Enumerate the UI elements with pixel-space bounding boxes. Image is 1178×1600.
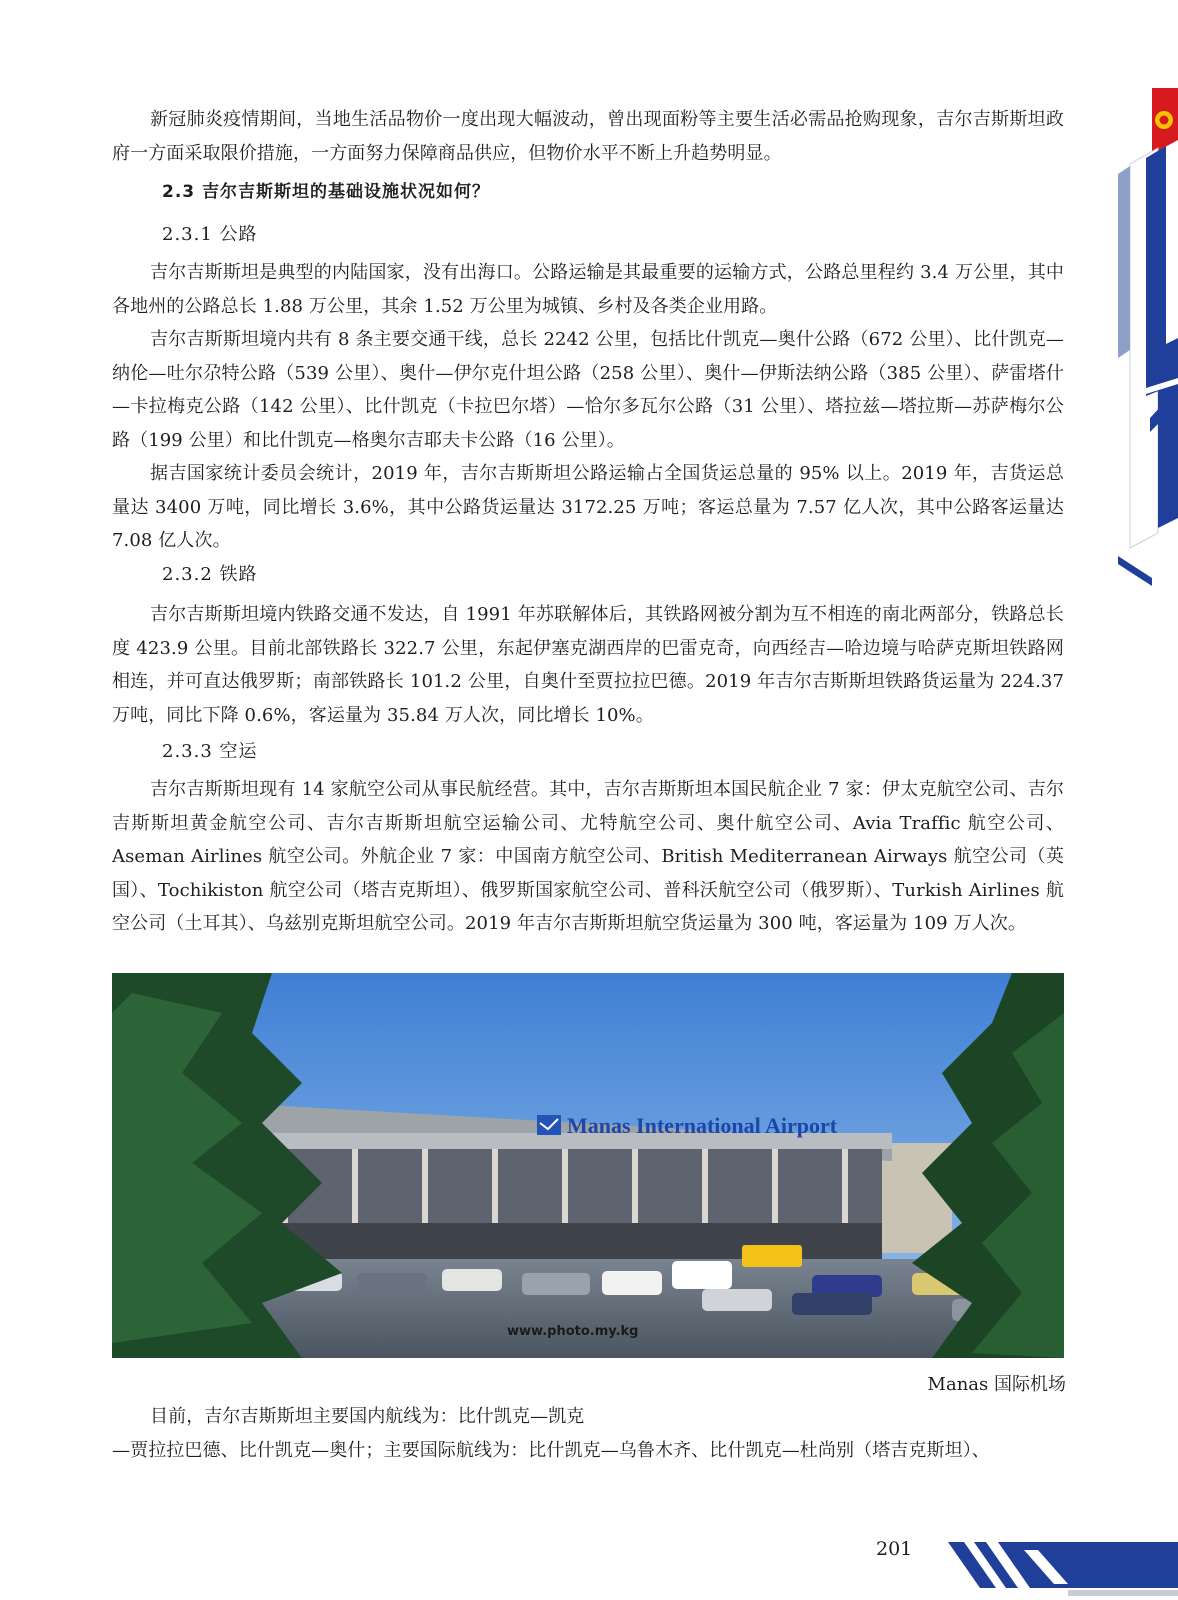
routes-line-2: —贾拉拉巴德、比什凯克—奥什；主要国际航线为：比什凯克—乌鲁木齐、比什凯克—杜尚别（塔吉克斯坦）、: [112, 1439, 990, 1461]
airport-photo: [112, 973, 1064, 1358]
road-paragraph-2: 吉尔吉斯斯坦境内共有 8 条主要交通干线，总长 2242 公里，包括比什凯克—奥什公路（672 公里）、比什凯克—纳伦—吐尔尕特公路（539 公里）、奥什—伊尔克什坦公路（258 公里）、奥什—伊斯法纳公路（385 公里）、萨雷塔什—卡拉梅克公路（142 公里）、比什凯克（卡拉巴尔塔）—恰尔多瓦尔公路（31 公里）、塔拉兹—塔拉斯—苏萨梅尔公路（199 公里）和比什凯克—格奥尔吉耶夫卡公路（16 公里）。: [112, 329, 1064, 451]
routes-block: [112, 1400, 1064, 1467]
photo-caption: Manas 国际机场: [927, 1374, 1066, 1395]
airport-sign: Manas International Airport: [567, 1113, 838, 1138]
road-block: [112, 256, 1064, 558]
intro-paragraph-block: [112, 103, 1064, 170]
rail-block: [112, 598, 1064, 732]
side-decoration: [1118, 88, 1178, 588]
subsection-heading-rail: 2.3.2 铁路: [162, 564, 258, 585]
routes-line-1: 目前，吉尔吉斯斯坦主要国内航线为：比什凯克—凯克: [150, 1406, 585, 1427]
subsection-heading-air: 2.3.3 空运: [162, 741, 258, 762]
kyrgyz-flag-icon: [1152, 88, 1178, 154]
bottom-decoration: [938, 1530, 1178, 1600]
air-paragraph: 吉尔吉斯斯坦现有 14 家航空公司从事民航经营。其中，吉尔吉斯斯坦本国民航企业 7 家：伊太克航空公司、吉尔吉斯斯坦黄金航空公司、吉尔吉斯斯坦航空运输公司、尤特航空公司、奥什航空公司、Avia Traffic 航空公司、Aseman Airlines 航空公司。外航企业 7 家：中国南方航空公司、British Mediterranean Airways 航空公司（英国）、Tochikiston 航空公司（塔吉克斯坦）、俄罗斯国家航空公司、普科沃航空公司（俄罗斯）、Turkish Airlines 航空公司（土耳其）、乌兹别克斯坦航空公司。2019 年吉尔吉斯斯坦航空货运量为 300 吨，客运量为 109 万人次。: [112, 779, 1064, 934]
road-paragraph-1: 吉尔吉斯斯坦是典型的内陆国家，没有出海口。公路运输是其最重要的运输方式，公路总里程约 3.4 万公里，其中各地州的公路总长 1.88 万公里，其余 1.52 万公里为城镇、乡村及各类企业用路。: [112, 262, 1064, 317]
subsection-heading-road: 2.3.1 公路: [162, 224, 258, 245]
intro-paragraph: 新冠肺炎疫情期间，当地生活品物价一度出现大幅波动，曾出现面粉等主要生活必需品抢购现象，吉尔吉斯斯坦政府一方面采取限价措施，一方面努力保障商品供应，但物价水平不断上升趋势明显。: [112, 109, 1064, 164]
section-heading-2-3: 2.3 吉尔吉斯斯坦的基础设施状况如何？: [162, 182, 491, 202]
road-paragraph-3: 据吉国家统计委员会统计，2019 年，吉尔吉斯斯坦公路运输占全国货运总量的 95% 以上。2019 年，吉货运总量达 3400 万吨，同比增长 3.6%，其中公路货运量达 3172.25 万吨；客运总量为 7.57 亿人次，其中公路客运量达 7.08 亿人次。: [112, 463, 1064, 551]
photo-watermark: www.photo.my.kg: [507, 1324, 639, 1339]
airport-logo-icon: [537, 1115, 561, 1135]
page-number: 201: [876, 1538, 913, 1560]
rail-paragraph: 吉尔吉斯斯坦境内铁路交通不发达，自 1991 年苏联解体后，其铁路网被分割为互不相连的南北两部分，铁路总长度 423.9 公里。目前北部铁路长 322.7 公里，东起伊塞克湖西岸的巴雷克奇，向西经吉—哈边境与哈萨克斯坦铁路网相连，并可直达俄罗斯；南部铁路长 101.2 公里，自奥什至贾拉拉巴德。2019 年吉尔吉斯斯坦铁路货运量为 224.37 万吨，同比下降 0.6%，客运量为 35.84 万人次，同比增长 10%。: [112, 604, 1064, 726]
air-block: [112, 773, 1064, 941]
